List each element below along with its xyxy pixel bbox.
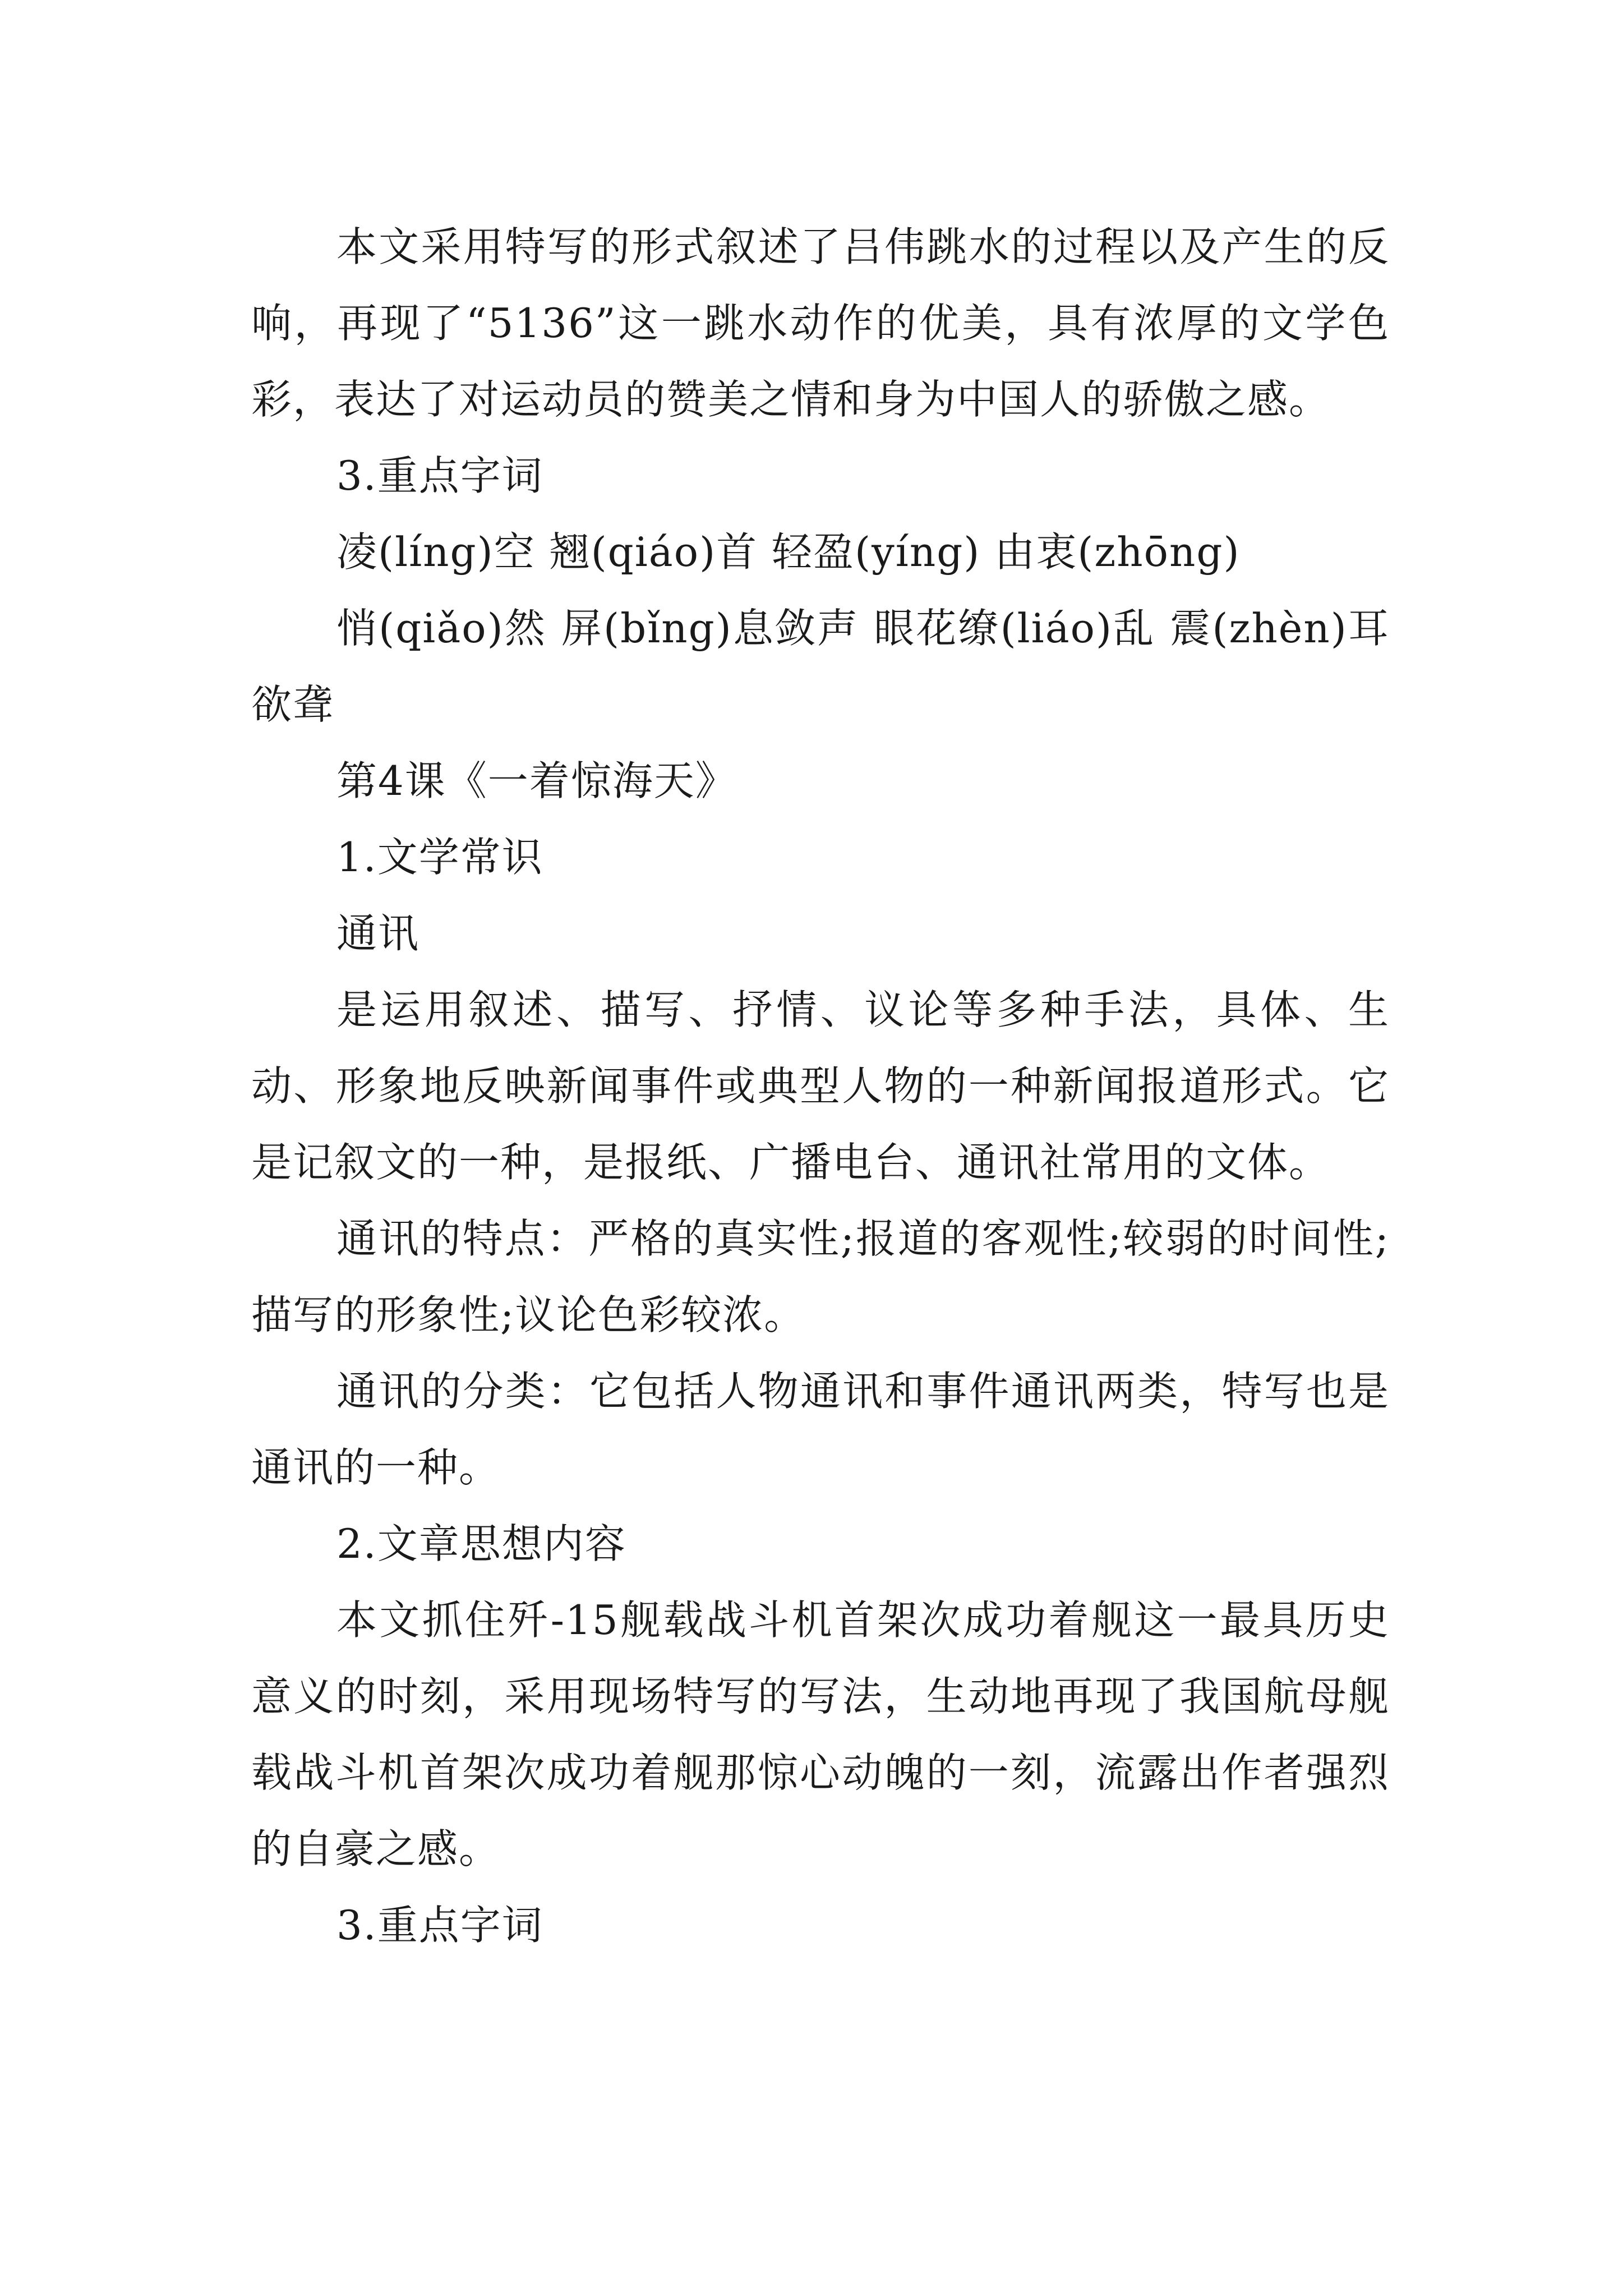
document-body	[251, 209, 1390, 1963]
vocab-line-2: 悄(qiǎo)然 屏(bǐng)息敛声 眼花缭(liáo)乱 震(zhèn)耳欲聋	[251, 605, 1390, 728]
heading-article-content: 2.文章思想内容	[336, 1520, 626, 1567]
vocab-line-1: 凌(líng)空 翘(qiáo)首 轻盈(yíng) 由衷(zhōng)	[336, 528, 1241, 576]
term-tongxun: 通讯	[336, 910, 420, 957]
paragraph-tongxun-categories: 通讯的分类：它包括人物通讯和事件通讯两类，特写也是通讯的一种。	[251, 1368, 1390, 1491]
heading-literary-knowledge: 1.文学常识	[336, 834, 543, 881]
paragraph-tongxun-features: 通讯的特点：严格的真实性;报道的客观性;较弱的时间性;描写的形象性;议论色彩较浓。	[251, 1215, 1390, 1338]
heading-key-words-2: 3.重点字词	[336, 1902, 543, 1949]
paragraph-summary-j15: 本文抓住歼-15舰载战斗机首架次成功着舰这一最具历史意义的时刻，采用现场特写的写法，生动地再现了我国航母舰载战斗机首架次成功着舰那惊心动魄的一刻，流露出作者强烈的自豪之感。	[251, 1596, 1390, 1872]
lesson-title: 第4课《一着惊海天》	[336, 757, 737, 804]
paragraph-summary-lv-wei: 本文采用特写的形式叙述了吕伟跳水的过程以及产生的反响，再现了“5136”这一跳水动作的优美，具有浓厚的文学色彩，表达了对运动员的赞美之情和身为中国人的骄傲之感。	[251, 223, 1390, 423]
heading-key-words-1: 3.重点字词	[336, 452, 543, 499]
paragraph-tongxun-definition: 是运用叙述、描写、抒情、议论等多种手法，具体、生动、形象地反映新闻事件或典型人物的一种新闻报道形式。它是记叙文的一种，是报纸、广播电台、通讯社常用的文体。	[251, 986, 1390, 1186]
